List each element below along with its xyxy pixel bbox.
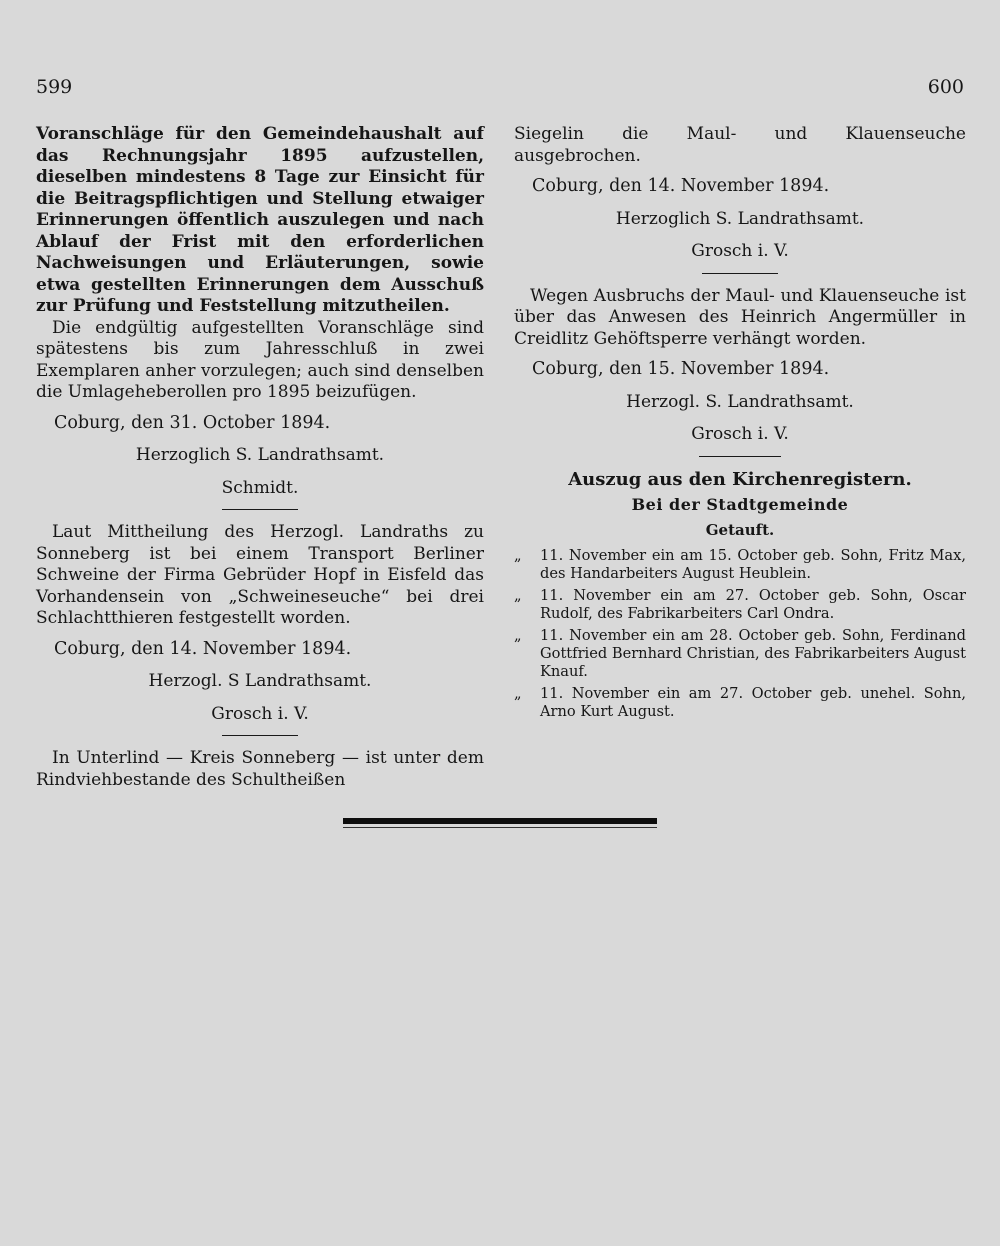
baptism-entry [514,587,966,623]
signature: Grosch i. V. [691,424,789,444]
baptism-entry [514,547,966,583]
baptized-heading: Getauft. [705,520,775,539]
baptism-entries [514,547,966,721]
ditto-mark: „ [514,547,522,564]
office-name: Herzogl. S. Landrathsamt. [626,391,854,412]
signature: Grosch i. V. [211,703,309,724]
entry-text: 11. November ein am 15. October geb. Sohn, Fritz Max, des Handarbeiters August Heublein. [540,547,966,582]
dateline: Coburg, den 31. October 1894. [54,412,331,433]
left-column [36,124,484,791]
ditto-mark: „ [514,587,522,604]
unterlind-paragraph: In Unterlind — Kreis Sonneberg — ist unter dem Rindviehbestande des Schultheißen [36,748,484,790]
office-name: Herzogl. S Landrathsamt. [148,671,372,691]
office-name: Herzoglich S. Landrathsamt. [135,445,385,465]
swine-fever-paragraph: Laut Mittheilung des Herzogl. Landraths zu Sonneberg ist bei einem Transport Berliner Schweine der Firma Gebrüder Hopf in Eisfeld das Vorhandensein von „Schweineseuche“ bei drei Schlachtthieren festgestellt worden. [36,522,484,628]
ditto-mark: „ [514,627,522,644]
baptism-entry [514,627,966,681]
dateline: Coburg, den 14. November 1894. [532,176,830,196]
ditto-mark: „ [514,685,522,702]
signature: Grosch i. V. [691,241,789,261]
dateline: Coburg, den 15. November 1894. [532,359,830,379]
entry-text: 11. November ein am 28. October geb. Sohn, Ferdinand Gottfried Bernhard Christian, des Fabrikarbeiters August Knauf. [540,627,966,680]
budget-deadline-paragraph: Die endgültig aufgestellten Voranschläge sind spätestens bis zum Jahresschluß in zwei Exemplaren anher vorzulegen; auch sind denselben die Umlageheberollen pro 1895 beizufügen. [36,317,484,402]
dateline: Coburg, den 14. November 1894. [54,638,352,659]
signature: Schmidt. [221,477,299,498]
end-rule [343,818,657,824]
separator-rule [699,456,781,457]
separator-rule [222,735,298,736]
right-column [514,124,966,721]
page-number-right: 600 [927,76,964,98]
foot-and-mouth-paragraph: Siegelin die Maul- und Klauenseuche ausgebrochen. [514,124,966,166]
church-register-title: Auszug aus den Kirchenregistern. [568,468,912,490]
office-name: Herzoglich S. Landrathsamt. [615,208,865,229]
baptism-entry [514,685,966,721]
entry-text: 11. November ein am 27. October geb. Sohn, Oscar Rudolf, des Fabrikarbeiters Carl Ondra. [540,587,966,622]
church-register-subtitle: Bei der Stadtgemeinde [631,495,849,514]
farm-closure-paragraph: Wegen Ausbruchs der Maul- und Klauenseuche ist über das Anwesen des Heinrich Angermüller in Creidlitz Gehöftsperre verhängt worden. [514,285,966,349]
separator-rule [702,273,778,274]
budget-notice-paragraph: Voranschläge für den Gemeindehaushalt auf das Rechnungsjahr 1895 aufzustellen, dieselben mindestens 8 Tage zur Einsicht für die Beitragspflichtigen und Stellung etwaiger Erinnerungen öffentlich auszulegen und nach Ablauf der Frist mit den erforderlichen Nachweisungen und Erläuterungen, sowie etwa gestellten Erinnerungen dem Ausschuß zur Prüfung und Feststellung mitzutheilen. [36,124,484,316]
page-number-left: 599 [36,76,73,98]
separator-rule [222,509,298,510]
entry-text: 11. November ein am 27. October geb. unehel. Sohn, Arno Kurt August. [540,685,966,720]
